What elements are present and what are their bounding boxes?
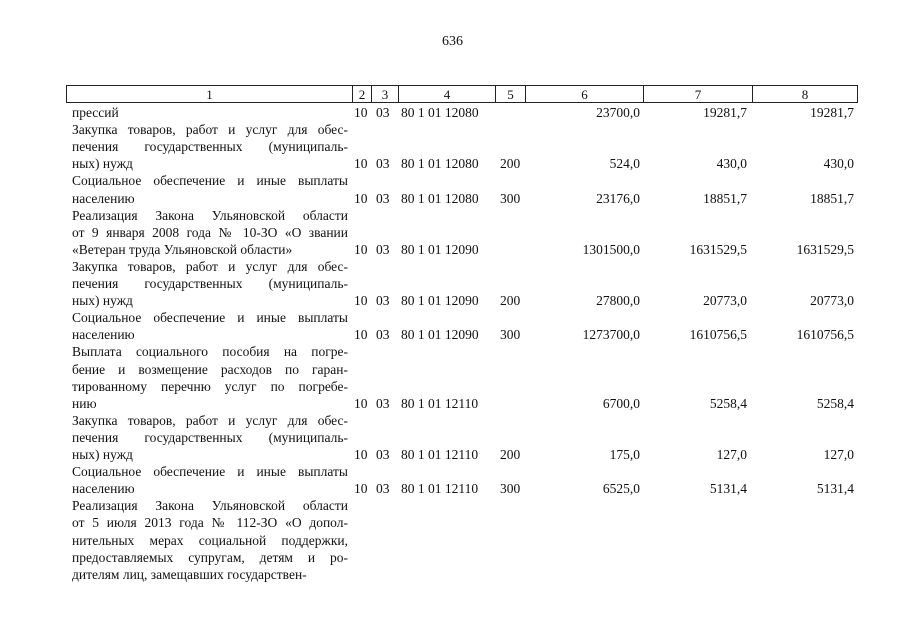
row-cell-c5: 300	[500, 327, 521, 343]
row-cell-c3: 03	[376, 447, 390, 462]
row-cell-c2: 10	[354, 156, 368, 172]
row-description-line: Выплата социального пособия на погре-	[72, 344, 348, 360]
header-col-2: 2	[352, 85, 371, 103]
row-cell-c8: 1631529,5	[796, 241, 854, 257]
row-description-line: тированному перечню услуг по погребе-	[72, 378, 348, 394]
row-description-line: нительных мерах социальной поддержки,	[72, 532, 348, 548]
row-cell-c8: 1610756,5	[796, 327, 854, 343]
row-description-line: дителям лиц, замещавших государствен-	[72, 566, 307, 582]
row-description-line: печения государственных (муниципаль-	[72, 139, 348, 155]
row-cell-c4: 80 1 01 12090	[401, 327, 479, 343]
row-cell-c3: 03	[376, 481, 390, 497]
row-cell-c3: 03	[376, 327, 390, 343]
row-description-line: Социальное обеспечение и иные выплаты	[72, 464, 348, 480]
row-cell-c8: 5131,4	[816, 481, 854, 497]
row-cell-c2: 10	[354, 395, 368, 411]
row-cell-c6: 23176,0	[596, 190, 640, 206]
row-cell-c2: 10	[354, 293, 368, 309]
row-cell-c7: 5258,4	[709, 395, 747, 411]
row-cell-c8: 18851,7	[810, 190, 854, 206]
row-cell-c3: 03	[376, 293, 390, 309]
row-cell-c7: 1631529,5	[689, 241, 747, 257]
row-description-line: прессий	[72, 105, 119, 120]
row-cell-c4: 80 1 01 12080	[401, 156, 479, 172]
header-col-6: 6	[525, 85, 643, 103]
row-cell-c4: 80 1 01 12080	[401, 105, 479, 120]
row-cell-c2: 10	[354, 241, 368, 257]
row-cell-c3: 03	[376, 190, 390, 206]
row-cell-c6: 175,0	[609, 447, 640, 462]
row-cell-c4: 80 1 01 12110	[401, 481, 479, 497]
row-cell-c6: 524,0	[609, 156, 640, 172]
header-col-1: 1	[66, 85, 352, 103]
row-cell-c6: 1273700,0	[582, 327, 640, 343]
header-col-5: 5	[495, 85, 525, 103]
row-cell-c8: 20773,0	[810, 293, 854, 309]
row-cell-c7: 1610756,5	[689, 327, 747, 343]
row-cell-c7: 127,0	[716, 447, 747, 462]
row-cell-c4: 80 1 01 12090	[401, 293, 479, 309]
row-cell-c5: 200	[500, 156, 521, 172]
row-cell-c4: 80 1 01 12080	[401, 190, 479, 206]
row-cell-c7: 19281,7	[703, 105, 747, 120]
row-description-line: Реализация Закона Ульяновской области	[72, 207, 348, 223]
row-cell-c2: 10	[354, 481, 368, 497]
row-cell-c7: 20773,0	[703, 293, 747, 309]
row-description-line: Закупка товаров, работ и услуг для обес-	[72, 258, 348, 274]
row-cell-c5: 200	[500, 447, 521, 462]
row-description-line: Реализация Закона Ульяновской области	[72, 498, 348, 514]
row-description-line: Социальное обеспечение и иные выплаты	[72, 173, 348, 189]
row-description-line: нию	[72, 395, 97, 411]
row-cell-c8: 5258,4	[816, 395, 854, 411]
header-col-4: 4	[398, 85, 495, 103]
row-description-line: ных) нужд	[72, 156, 133, 172]
row-description-line: населению	[72, 481, 135, 497]
row-cell-c7: 18851,7	[703, 190, 747, 206]
row-cell-c8: 19281,7	[810, 105, 854, 120]
row-description-line: печения государственных (муниципаль-	[72, 429, 348, 445]
page-number: 636	[442, 34, 463, 49]
row-cell-c2: 10	[354, 105, 368, 120]
row-cell-c7: 5131,4	[709, 481, 747, 497]
row-cell-c5: 200	[500, 293, 521, 309]
row-cell-c2: 10	[354, 327, 368, 343]
header-col-7: 7	[643, 85, 752, 103]
row-description-line: ных) нужд	[72, 447, 133, 462]
row-description-line: ных) нужд	[72, 293, 133, 309]
header-col-3: 3	[371, 85, 398, 103]
row-cell-c6: 6525,0	[602, 481, 640, 497]
row-cell-c8: 127,0	[823, 447, 854, 462]
row-cell-c3: 03	[376, 241, 390, 257]
row-description-line: «Ветеран труда Ульяновской области»	[72, 241, 293, 257]
row-cell-c3: 03	[376, 395, 390, 411]
row-cell-c2: 10	[354, 190, 368, 206]
row-cell-c4: 80 1 01 12090	[401, 241, 479, 257]
row-cell-c4: 80 1 01 12110	[401, 395, 479, 411]
row-description-line: бение и возмещение расходов по гаран-	[72, 361, 348, 377]
row-cell-c6: 27800,0	[596, 293, 640, 309]
row-description-line: населению	[72, 190, 135, 206]
row-cell-c5: 300	[500, 190, 521, 206]
row-description-line: от 9 января 2008 года № 10-ЗО «О звании	[72, 224, 348, 240]
row-cell-c6: 23700,0	[596, 105, 640, 120]
row-cell-c3: 03	[376, 105, 390, 120]
row-description-line: печения государственных (муниципаль-	[72, 276, 348, 291]
row-description-line: предоставляемых супругам, детям и ро-	[72, 549, 348, 565]
row-cell-c5: 300	[500, 481, 521, 497]
row-description-line: Закупка товаров, работ и услуг для обес-	[72, 122, 348, 138]
row-cell-c6: 1301500,0	[582, 241, 640, 257]
row-cell-c8: 430,0	[823, 156, 854, 172]
row-cell-c6: 6700,0	[602, 395, 640, 411]
row-cell-c2: 10	[354, 447, 368, 462]
row-cell-c3: 03	[376, 156, 390, 172]
row-cell-c4: 80 1 01 12110	[401, 447, 479, 462]
row-description-line: населению	[72, 327, 135, 343]
header-col-8: 8	[752, 85, 858, 103]
row-description-line: Закупка товаров, работ и услуг для обес-	[72, 412, 348, 428]
row-cell-c7: 430,0	[716, 156, 747, 172]
row-description-line: Социальное обеспечение и иные выплаты	[72, 310, 348, 326]
row-description-line: от 5 июля 2013 года № 112-ЗО «О допол-	[72, 515, 348, 531]
